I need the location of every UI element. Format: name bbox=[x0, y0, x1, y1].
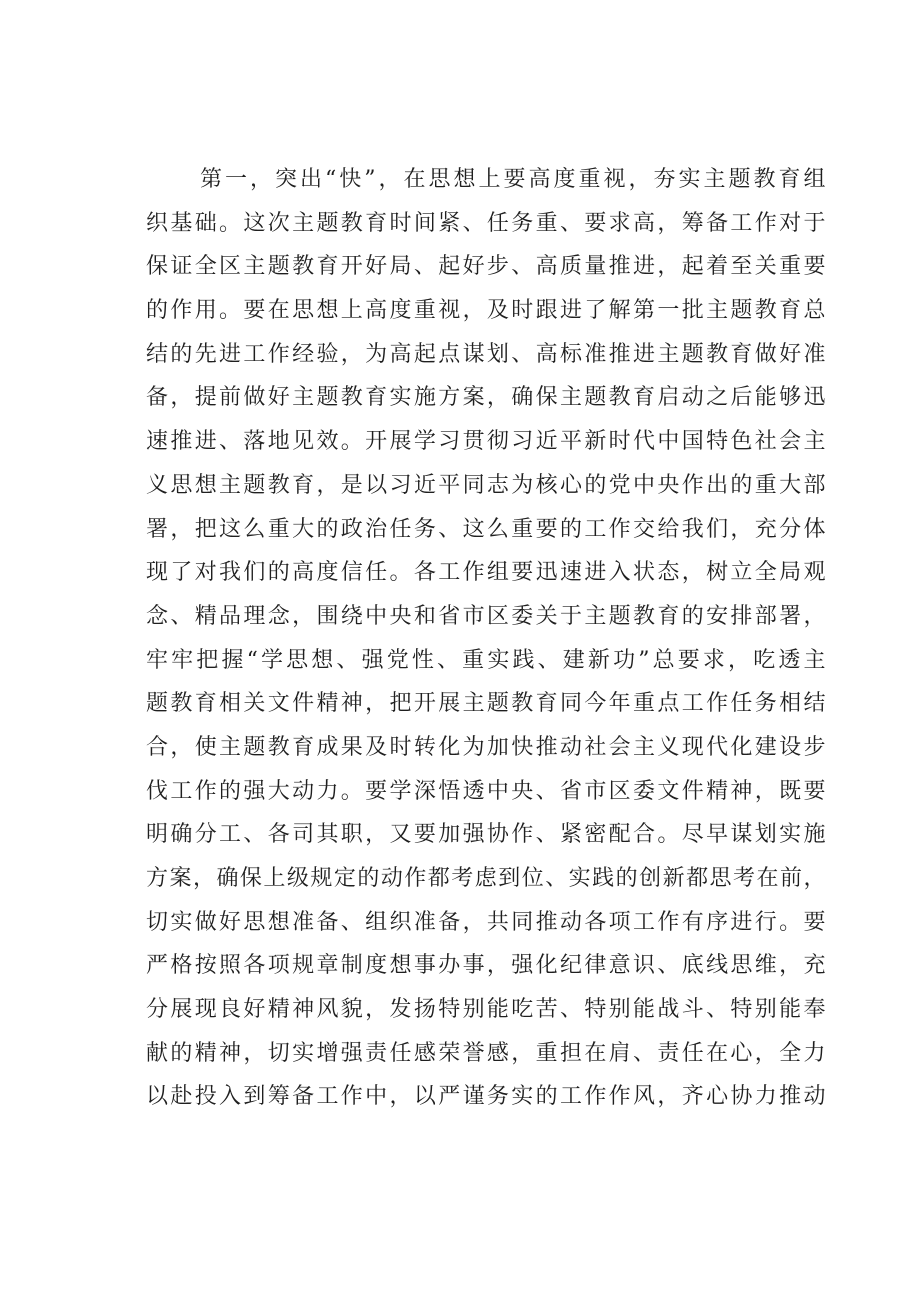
paragraph-line: 念、精品理念，围绕中央和省市区委关于主题教育的安排部署， bbox=[146, 603, 826, 629]
paragraph-line: 以赴投入到筹备工作中，以严谨务实的工作作风，齐心协力推动 bbox=[146, 1084, 826, 1110]
paragraph-line: 义思想主题教育，是以习近平同志为核心的党中央作出的重大部 bbox=[146, 472, 826, 498]
paragraph-line: 第一，突出“快”，在思想上要高度重视，夯实主题教育组 bbox=[200, 167, 826, 192]
paragraph-line: 合，使主题教育成果及时转化为加快推动社会主义现代化建设步 bbox=[146, 734, 826, 760]
paragraph-line: 保证全区主题教育开好局、起好步、高质量推进，起着至关重要 bbox=[146, 254, 826, 280]
paragraph-line: 结的先进工作经验，为高起点谋划、高标准推进主题教育做好准 bbox=[146, 341, 826, 367]
paragraph-line: 备，提前做好主题教育实施方案，确保主题教育启动之后能够迅 bbox=[146, 385, 826, 411]
paragraph-line: 牢牢把握“学思想、强党性、重实践、建新功”总要求，吃透主 bbox=[146, 647, 826, 673]
paragraph-line: 题教育相关文件精神，把开展主题教育同今年重点工作任务相结 bbox=[146, 691, 826, 717]
paragraph-line: 方案，确保上级规定的动作都考虑到位、实践的创新都思考在前， bbox=[146, 866, 826, 891]
body-paragraph bbox=[146, 158, 826, 1119]
paragraph-line: 的作用。要在思想上高度重视，及时跟进了解第一批主题教育总 bbox=[146, 298, 826, 324]
paragraph-line: 织基础。这次主题教育时间紧、任务重、要求高，筹备工作对于 bbox=[146, 210, 826, 236]
paragraph-line: 现了对我们的高度信任。各工作组要迅速进入状态，树立全局观 bbox=[146, 560, 826, 586]
paragraph-line: 署，把这么重大的政治任务、这么重要的工作交给我们，充分体 bbox=[146, 516, 826, 542]
paragraph-line: 严格按照各项规章制度想事办事，强化纪律意识、底线思维，充 bbox=[146, 953, 826, 979]
paragraph-line: 切实做好思想准备、组织准备，共同推动各项工作有序进行。要 bbox=[146, 909, 826, 935]
paragraph-line: 献的精神，切实增强责任感荣誉感，重担在肩、责任在心，全力 bbox=[146, 1040, 826, 1066]
paragraph-line: 明确分工、各司其职，又要加强协作、紧密配合。尽早谋划实施 bbox=[146, 822, 826, 848]
paragraph-line: 分展现良好精神风貌，发扬特别能吃苦、特别能战斗、特别能奉 bbox=[146, 997, 826, 1023]
paragraph-line: 速推进、落地见效。开展学习贯彻习近平新时代中国特色社会主 bbox=[146, 429, 826, 455]
paragraph-line: 伐工作的强大动力。要学深悟透中央、省市区委文件精神，既要 bbox=[146, 778, 826, 804]
